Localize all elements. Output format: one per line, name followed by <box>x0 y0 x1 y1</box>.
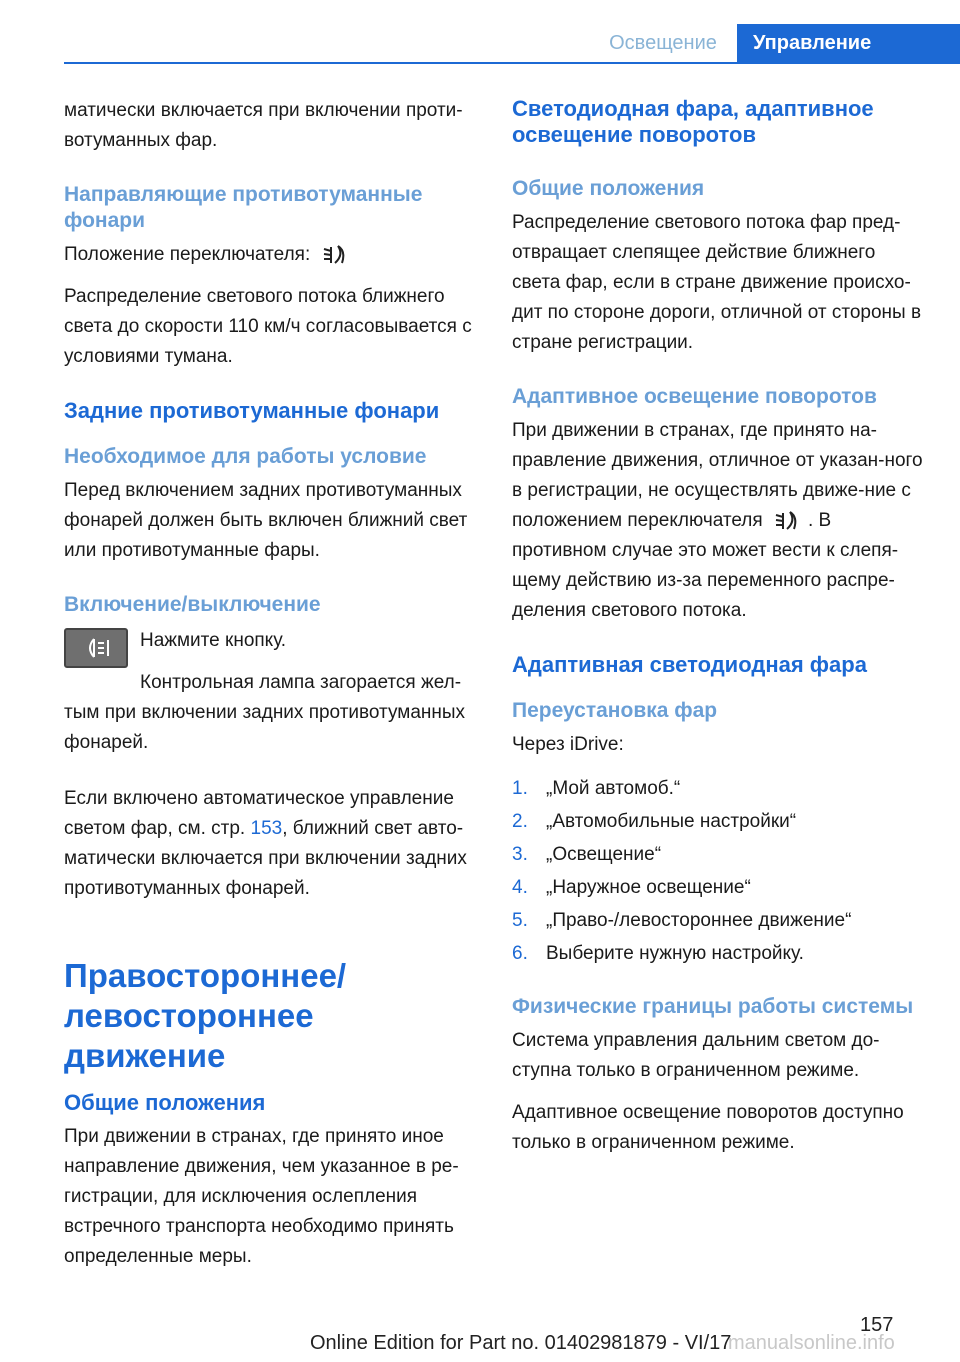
switch-position-label: Положение переключателя: <box>64 244 311 265</box>
adaptive-led-heading: Адаптивная светодиодная фара <box>512 652 867 677</box>
led-heading: Светодиодная фара, адаптивное освещение поворотов <box>512 96 874 147</box>
guide-fog-heading: Направляющие противотуманные фонари <box>64 183 423 232</box>
steps-list <box>512 772 928 970</box>
header-chapter-tab: Управление <box>737 24 960 62</box>
watermark: manualsonline.info <box>728 1332 895 1354</box>
header-rule <box>64 62 960 64</box>
traffic-heading: Правостороннее/ левостороннее движение <box>64 957 347 1074</box>
adaptive-text-part-1: При движении в странах, где принято на-правление движения, отличное от указан-ного в регистрации, не осуществлять движе-ние с положением переключателя <box>512 420 923 531</box>
limits-heading: Физические границы работы системы <box>512 995 914 1018</box>
list-item: 6. Выберите нужную настройку. <box>512 943 804 964</box>
fog-light-switch-icon <box>322 243 350 267</box>
intro-text: матически включается при включении проти-вотуманных фар. <box>64 100 463 151</box>
auto-light-text <box>64 784 480 904</box>
auto-text-part-1: Если включено автоматическое управление светом фар, см. стр. <box>64 788 454 839</box>
onoff-heading: Включение/выключение <box>64 593 321 616</box>
adaptive-text <box>512 416 928 626</box>
list-item: 2. „Автомобильные настройки“ <box>512 811 797 832</box>
general-heading-left: Общие положения <box>64 1090 266 1115</box>
page-number: 157 <box>860 1314 894 1336</box>
header-section-tab: Освещение <box>609 32 717 54</box>
press-button-text: Нажмите кнопку. <box>140 630 287 651</box>
general-text-left: При движении в странах, где принято иное направление движения, чем указанное в ре-гистрации, для исключения ослепления встречного транспорта необходимо принять определенные меры. <box>64 1126 459 1267</box>
page-link[interactable]: 153 <box>250 818 283 839</box>
edition-footer: Online Edition for Part no. 01402981879 - VI/17 <box>310 1332 732 1354</box>
rear-fog-heading: Задние противотуманные фонари <box>64 398 440 423</box>
general-heading-right: Общие положения <box>512 177 705 200</box>
list-item: 3. „Освещение“ <box>512 844 662 865</box>
right-column <box>512 96 928 1170</box>
guide-fog-text: Распределение светового потока ближнего света до скорости 110 км/ч согласовывается с условиями тумана. <box>64 286 472 367</box>
via-idrive-text: Через iDrive: <box>512 734 624 755</box>
list-item: 5. „Право-/левостороннее движение“ <box>512 910 852 931</box>
readjust-heading: Переустановка фар <box>512 699 718 722</box>
adaptive-text-part-2: . В противном случае это может вести к слепя-щему действию из-за переменного распре-деления светового потока. <box>512 510 899 621</box>
lamp-text: Контрольная лампа загорается жел-тым при включении задних противотуманных фонарей. <box>64 672 466 753</box>
adaptive-heading: Адаптивное освещение поворотов <box>512 385 877 408</box>
list-item: 1. „Мой автомоб.“ <box>512 778 681 799</box>
rear-fog-button-icon <box>64 628 128 668</box>
left-column <box>64 96 480 1284</box>
auto-text-part-2: , ближний свет авто-матически включается при включении задних противотуманных фонарей. <box>64 818 467 899</box>
list-item: 4. „Наружное освещение“ <box>512 877 751 898</box>
limits-text-2: Адаптивное освещение поворотов доступно только в ограниченном режиме. <box>512 1102 904 1153</box>
switch-position-line <box>64 240 480 270</box>
condition-text: Перед включением задних противотуманных фонарей должен быть включен ближний свет или противотуманные фары. <box>64 480 468 561</box>
fog-light-switch-icon <box>774 509 802 533</box>
general-text-right: Распределение светового потока фар пред-отвращает слепящее действие ближнего света фар, если в стране движение происхо-дит по стороне дороги, отличной от стороны в стране регистрации. <box>512 212 922 353</box>
limits-text-1: Система управления дальним светом до-ступна только в ограниченном режиме. <box>512 1030 880 1081</box>
condition-heading: Необходимое для работы условие <box>64 445 427 468</box>
